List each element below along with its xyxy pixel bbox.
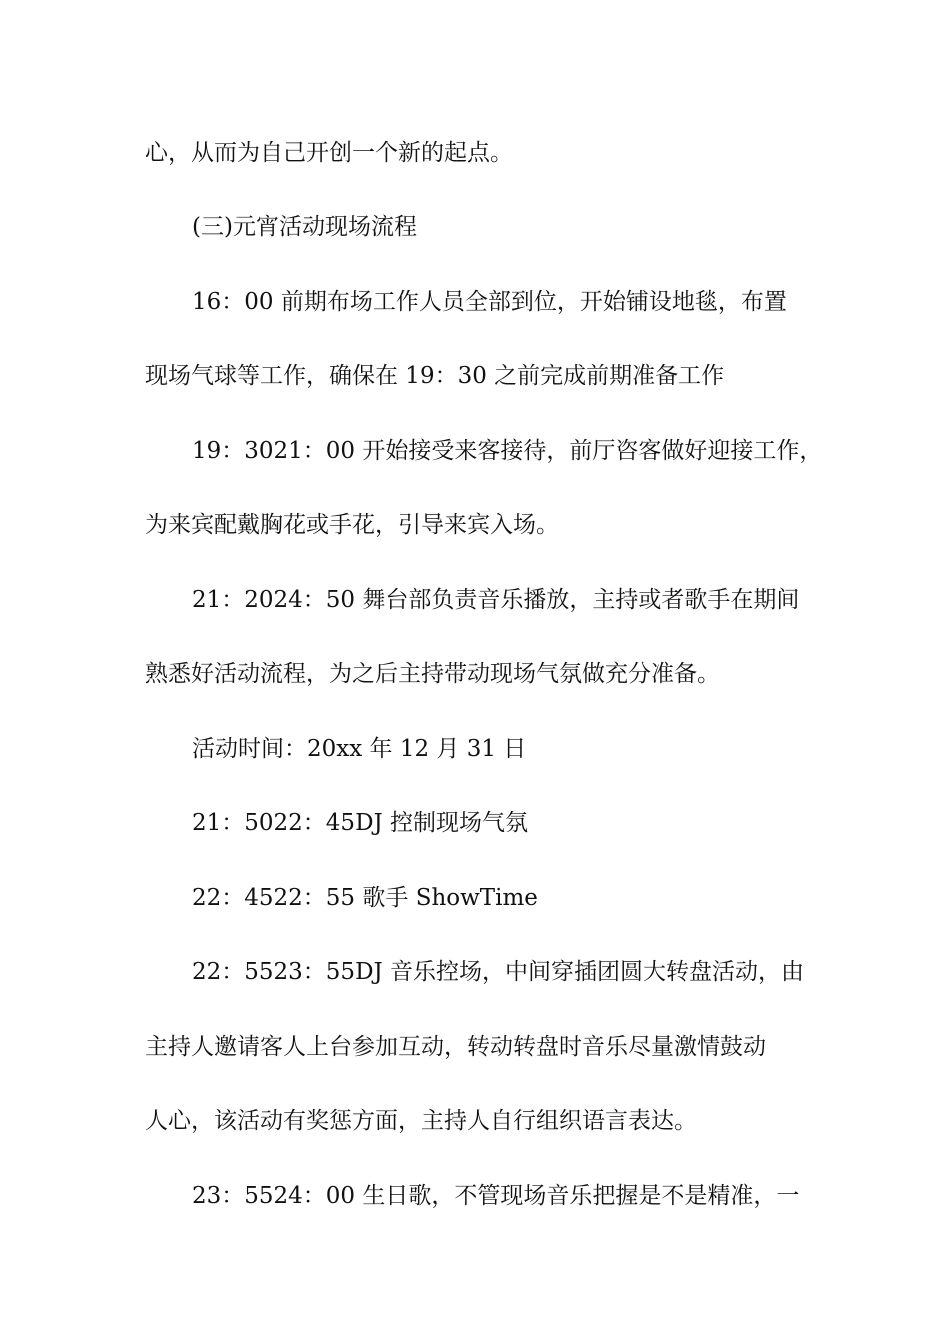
paragraph-line: 22：4522：55 歌手 ShowTime	[192, 885, 538, 911]
paragraph-line: 21：2024：50 舞台部负责音乐播放，主持或者歌手在期间	[192, 587, 800, 613]
paragraph-line: 活动时间：20xx 年 12 月 31 日	[192, 736, 527, 762]
paragraph-line: 熟悉好活动流程，为之后主持带动现场气氛做充分准备。	[145, 661, 720, 687]
paragraph-line: 23：5524：00 生日歌，不管现场音乐把握是不是精准，一	[192, 1183, 800, 1209]
paragraph-line: 16：00 前期布场工作人员全部到位，开始铺设地毯，布置	[192, 289, 787, 315]
paragraph-line: 22：5523：55DJ 音乐控场，中间穿插团圆大转盘活动，由	[192, 959, 805, 985]
section-heading: (三)元宵活动现场流程	[192, 214, 417, 240]
paragraph-line: 心，从而为自己开创一个新的起点。	[145, 140, 513, 166]
paragraph-line: 人心，该活动有奖惩方面，主持人自行组织语言表达。	[145, 1108, 697, 1134]
paragraph-line: 为来宾配戴胸花或手花，引导来宾入场。	[145, 512, 559, 538]
paragraph-line: 21：5022：45DJ 控制现场气氛	[192, 810, 529, 836]
paragraph-line: 主持人邀请客人上台参加互动，转动转盘时音乐尽量激情鼓动	[145, 1034, 766, 1060]
paragraph-line: 现场气球等工作，确保在 19：30 之前完成前期准备工作	[145, 363, 725, 389]
paragraph-line: 19：3021：00 开始接受来客接待，前厅咨客做好迎接工作，	[192, 438, 823, 464]
